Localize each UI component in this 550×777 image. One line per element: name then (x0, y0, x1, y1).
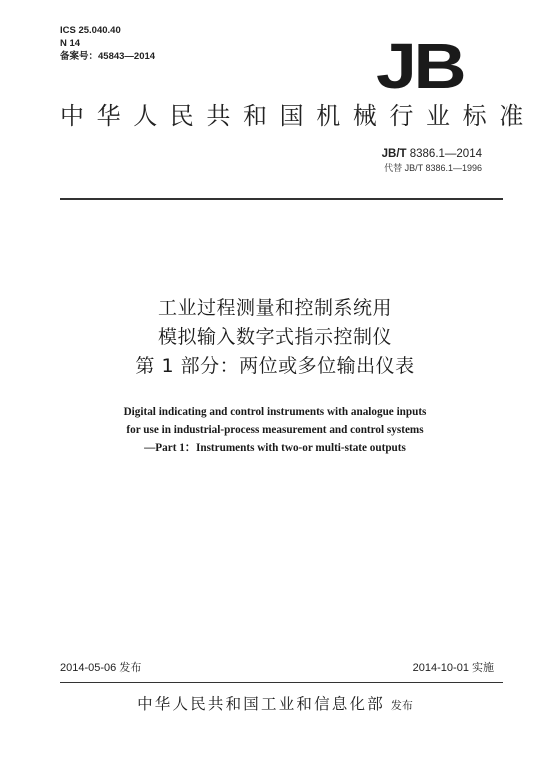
issuing-authority (0, 692, 550, 714)
filing-number: 备案号：45843—2014 (60, 51, 156, 62)
jb-logo: JB (376, 30, 464, 102)
chinese-title-line-1: 工业过程测量和控制系统用 (157, 297, 392, 319)
header-divider (60, 198, 503, 200)
english-title (0, 403, 550, 457)
standard-code (382, 147, 482, 162)
issuer-name: 中华人民共和国工业和信息化部 (137, 696, 385, 713)
ics-code: ICS 25.040.40 (60, 25, 121, 36)
replaces-standard: 代替 JB/T 8386.1—1996 (384, 163, 482, 173)
english-title-line-3: —Part 1：Instruments with two-or multi-state outputs (144, 442, 406, 454)
standard-metadata (60, 24, 155, 63)
footer-divider (60, 682, 503, 683)
issue-date: 2014-05-06 发布 (60, 662, 142, 674)
standard-code-number: 8386.1—2014 (406, 148, 482, 160)
issuer-action: 发布 (390, 700, 413, 712)
english-title-line-1: Digital indicating and control instruments with analogue inputs (123, 406, 427, 418)
chinese-title-line-2: 模拟输入数字式指示控制仪 (157, 326, 392, 348)
implementation-date: 2014-10-01 实施 (412, 662, 494, 674)
standard-code-prefix: JB/T (381, 148, 407, 160)
standard-category-title: 中华人民共和国机械行业标准 (60, 103, 536, 130)
chinese-title (0, 294, 550, 381)
standard-code-block (382, 147, 482, 175)
english-title-line-2: for use in industrial-process measurement and control systems (126, 424, 424, 436)
classification-code: N 14 (60, 38, 81, 49)
chinese-title-line-3: 第 1 部分：两位或多位输出仪表 (135, 355, 415, 377)
